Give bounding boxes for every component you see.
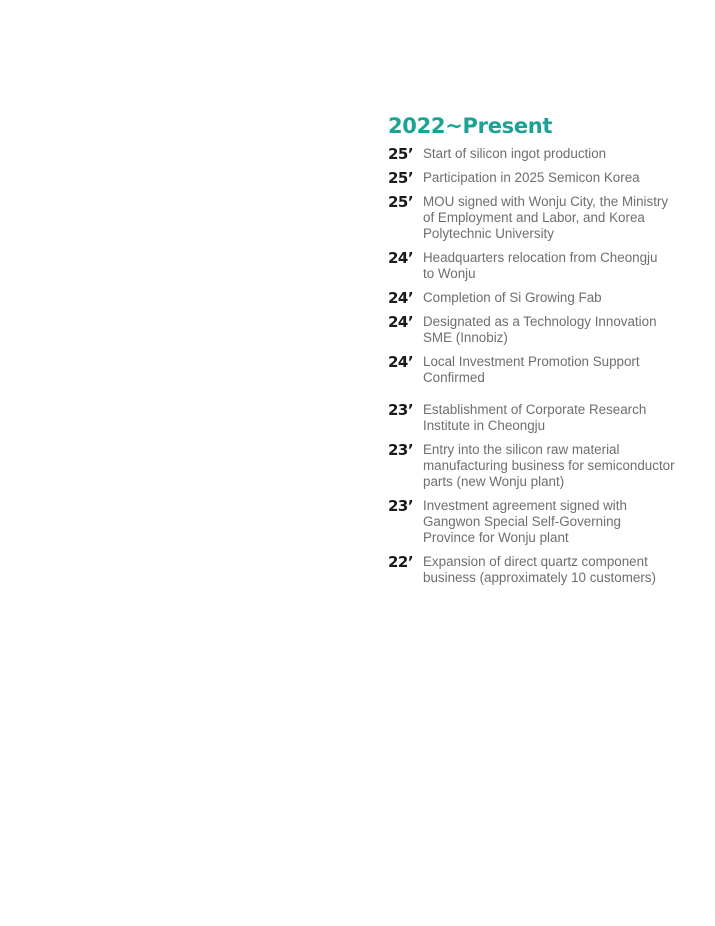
timeline-event	[388, 498, 708, 546]
timeline-event	[388, 554, 708, 586]
event-description: Headquarters relocation from Cheongju to Wonju	[423, 250, 658, 281]
event-year: 25’	[388, 145, 414, 163]
timeline-event	[388, 402, 708, 434]
period-heading: 2022~Present	[388, 114, 553, 138]
event-year: 25’	[388, 169, 414, 187]
event-description: Participation in 2025 Semicon Korea	[423, 170, 640, 185]
event-description: Establishment of Corporate Research Institute in Cheongju	[423, 402, 647, 433]
event-description: Entry into the silicon raw material manufacturing business for semiconductor parts (new Wonju plant)	[423, 442, 675, 489]
timeline-event	[388, 314, 708, 346]
event-description: Designated as a Technology Innovation SME (Innobiz)	[423, 314, 657, 345]
event-description: MOU signed with Wonju City, the Ministry of Employment and Labor, and Korea Polytechnic University	[423, 194, 669, 241]
event-list	[388, 146, 708, 586]
event-year: 23’	[388, 401, 414, 419]
event-year: 23’	[388, 441, 414, 459]
timeline-event	[388, 250, 708, 282]
event-description: Expansion of direct quartz component business (approximately 10 customers)	[423, 554, 656, 585]
event-description: Start of silicon ingot production	[423, 146, 607, 161]
event-year: 24’	[388, 313, 414, 331]
timeline-event	[388, 170, 708, 186]
event-description: Completion of Si Growing Fab	[423, 290, 602, 305]
event-year: 25’	[388, 193, 414, 211]
event-year: 23’	[388, 497, 414, 515]
timeline-event	[388, 194, 708, 242]
event-year: 24’	[388, 289, 414, 307]
timeline-event	[388, 354, 708, 386]
event-description: Investment agreement signed with Gangwon Special Self-Governing Province for Wonju plant	[423, 498, 627, 545]
event-year: 24’	[388, 249, 414, 267]
event-description: Local Investment Promotion Support Confirmed	[423, 354, 640, 385]
event-year: 22’	[388, 553, 414, 571]
event-year: 24’	[388, 353, 414, 371]
timeline-event	[388, 442, 708, 490]
history-timeline	[388, 112, 708, 594]
timeline-event	[388, 146, 708, 162]
timeline-event	[388, 290, 708, 306]
